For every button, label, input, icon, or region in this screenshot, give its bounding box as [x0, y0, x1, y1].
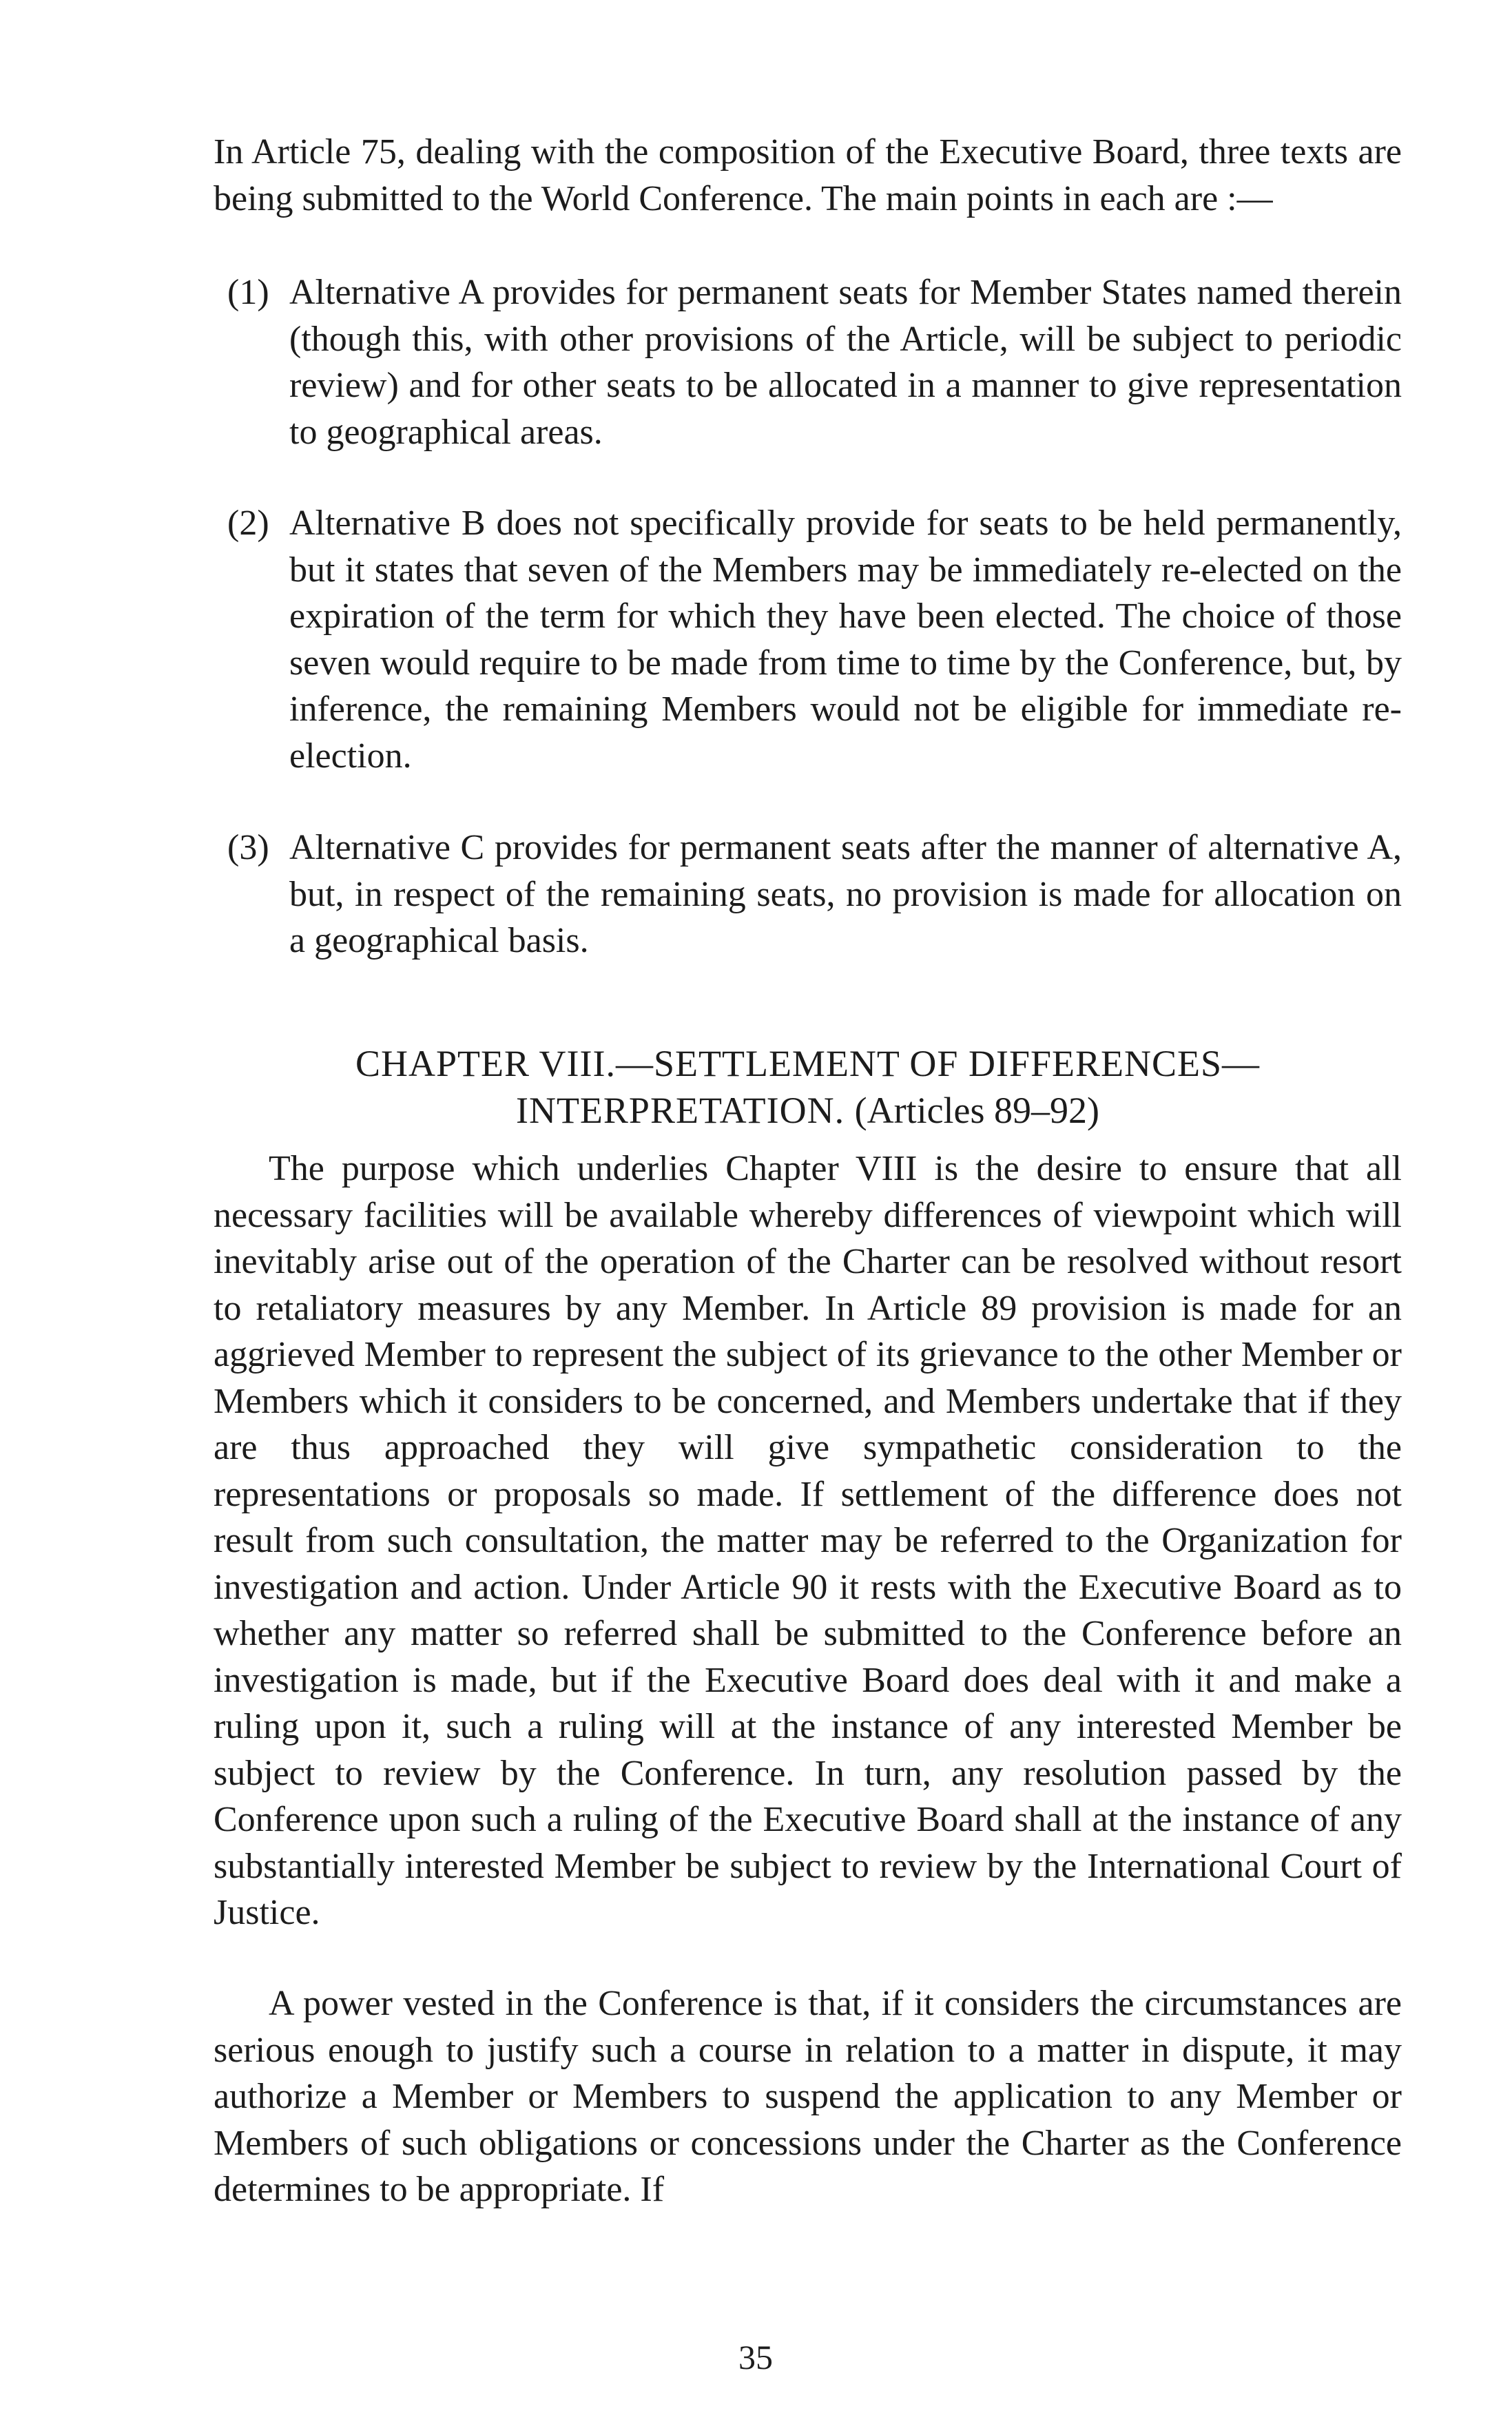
chapter-heading: [214, 1040, 1402, 1134]
chapter-heading-line-2: [214, 1087, 1402, 1134]
alternative-text-2: Alternative B does not specifically provide for seats to be held permanently, but it states that seven of the Members may be immediately re-elected on the expiration of the term for which they have been elected. The choice of those seven would require to be made from time to time by the Conference, but, by inference, the remaining Members would not be eligible for immediate re-election.: [289, 504, 1402, 776]
body-paragraph-1: The purpose which underlies Chapter VIII is the desire to ensure that all necessary facilities will be available whereby differences of viewpoint which will inevitably arise out of the operation of the Charter can be resolved without resort to retaliatory measures by any Member. In Article 89 provision is made for an aggrieved Member to represent the subject of its grievance to the other Member or Members which it considers to be concerned, and Members undertake that if they are thus approached they will give sympathetic consideration to the representations or proposals so made. If settlement of the difference does not result from such consultation, the matter may be referred to the Organization for investigation and action. Under Article 90 it rests with the Executive Board as to whether any matter so referred shall be submitted to the Conference before an investigation is made, but if the Executive Board does deal with it and make a ruling upon it, such a ruling will at the instance of any interested Member be subject to review by the Conference. In turn, any resolution passed by the Conference upon such a ruling of the Executive Board shall at the instance of any substantially interested Member be subject to review by the International Court of Justice.: [214, 1149, 1402, 1932]
alternative-item-3: [227, 825, 1402, 964]
alternative-text-3: Alternative C provides for permanent seats after the manner of alternative A, but, in respect of the remaining seats, no provision is made for allocation on a geographical basis.: [289, 828, 1402, 960]
alternative-item-1: [227, 269, 1402, 455]
page-number: 35: [738, 2338, 773, 2376]
chapter-heading-title: INTERPRETATION.: [515, 1090, 845, 1131]
chapter-articles: (Articles 89–92): [854, 1090, 1100, 1131]
alternative-number-3: (3): [227, 828, 269, 867]
alternative-text-1: Alternative A provides for permanent seats for Member States named therein (though this, with other provisions of the Article, will be subject to periodic review) and for other seats to be allocated in a manner to give representation to geographical areas.: [289, 273, 1402, 452]
body-paragraph-2: A power vested in the Conference is that, if it considers the circumstances are serious enough to justify such a course in relation to a matter in dispute, it may authorize a Member or Members to suspend the application to any Member or Members of such obligations or concessions under the Charter as the Conference determines to be appropriate. If: [214, 1984, 1402, 2209]
alternative-number-2: (2): [227, 504, 269, 543]
alternative-item-2: [227, 500, 1402, 779]
alternative-number-1: (1): [227, 273, 269, 312]
intro-paragraph: In Article 75, dealing with the composition of the Executive Board, three texts are being submitted to the World Conference. The main points in each are :—: [214, 132, 1402, 218]
chapter-heading-line-1: CHAPTER VIII.—SETTLEMENT OF DIFFERENCES—: [355, 1043, 1261, 1084]
